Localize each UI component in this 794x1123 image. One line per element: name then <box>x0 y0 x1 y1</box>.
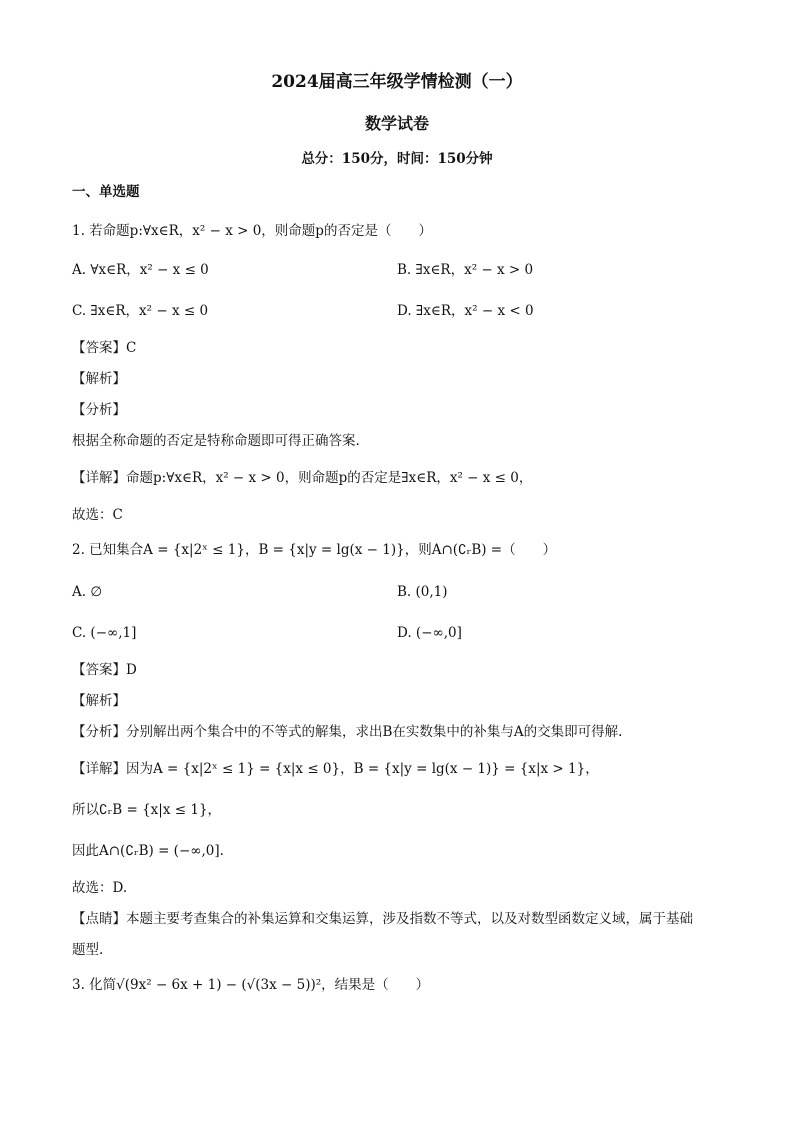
q2-jiexi-label: 【解析】 <box>72 693 126 709</box>
page-title: 2024届高三年级学情检测（一） <box>271 72 523 92</box>
q2-choose: 故选：D. <box>72 880 128 896</box>
q2-answer: 【答案】D <box>72 662 137 678</box>
q2-fenxi: 【分析】分别解出两个集合中的不等式的解集，求出B在实数集中的补集与A的交集即可得解. <box>72 724 623 740</box>
question-3-stem: 3. 化简√(9x² − 6x + 1) − (√(3x − 5))²，结果是（ ） <box>72 977 430 993</box>
q1-choose: 故选：C <box>72 507 123 523</box>
q2-comment-1: 【点睛】本题主要考查集合的补集运算和交集运算，涉及指数不等式，以及对数型函数定义域，属于基础 <box>72 911 693 927</box>
q1-jiexi-label: 【解析】 <box>72 371 126 387</box>
section-heading: 一、单选题 <box>72 184 140 200</box>
q1-option-d: D. ∃x∈R，x² − x < 0 <box>397 303 534 319</box>
q2-detail-2: 所以∁ᵣB = {x|x ≤ 1}， <box>72 802 222 818</box>
q2-option-d: D. (−∞,0] <box>397 625 462 641</box>
q2-detail-3: 因此A∩(∁ᵣB) = (−∞,0]. <box>72 843 224 859</box>
q1-option-a: A. ∀x∈R，x² − x ≤ 0 <box>72 262 209 278</box>
q1-fenxi-label: 【分析】 <box>72 402 126 418</box>
q2-option-c: C. (−∞,1] <box>72 625 137 641</box>
q2-comment-2: 题型. <box>72 942 104 958</box>
q1-fenxi: 根据全称命题的否定是特称命题即可得正确答案. <box>72 433 360 449</box>
q1-answer: 【答案】C <box>72 340 137 356</box>
question-1-stem: 1. 若命题p:∀x∈R，x² − x > 0，则命题p的否定是（ ） <box>72 223 432 239</box>
q1-option-b: B. ∃x∈R，x² − x > 0 <box>397 262 534 278</box>
q2-option-a: A. ∅ <box>72 584 103 600</box>
q1-option-c: C. ∃x∈R，x² − x ≤ 0 <box>72 303 209 319</box>
q1-detail: 【详解】命题p:∀x∈R，x² − x > 0，则命题p的否定是∃x∈R，x² − x ≤ 0， <box>72 470 533 486</box>
question-2-stem: 2. 已知集合A = {x|2ˣ ≤ 1}，B = {x|y = lg(x − 1)}，则A∩(∁ᵣB) =（ ） <box>72 542 557 558</box>
q2-detail-1: 【详解】因为A = {x|2ˣ ≤ 1} = {x|x ≤ 0}，B = {x|y = lg(x − 1)} = {x|x > 1}， <box>72 761 599 777</box>
q2-option-b: B. (0,1) <box>397 584 448 600</box>
exam-info: 总分：150分，时间：150分钟 <box>301 151 493 167</box>
subject-title: 数学试卷 <box>364 114 429 133</box>
